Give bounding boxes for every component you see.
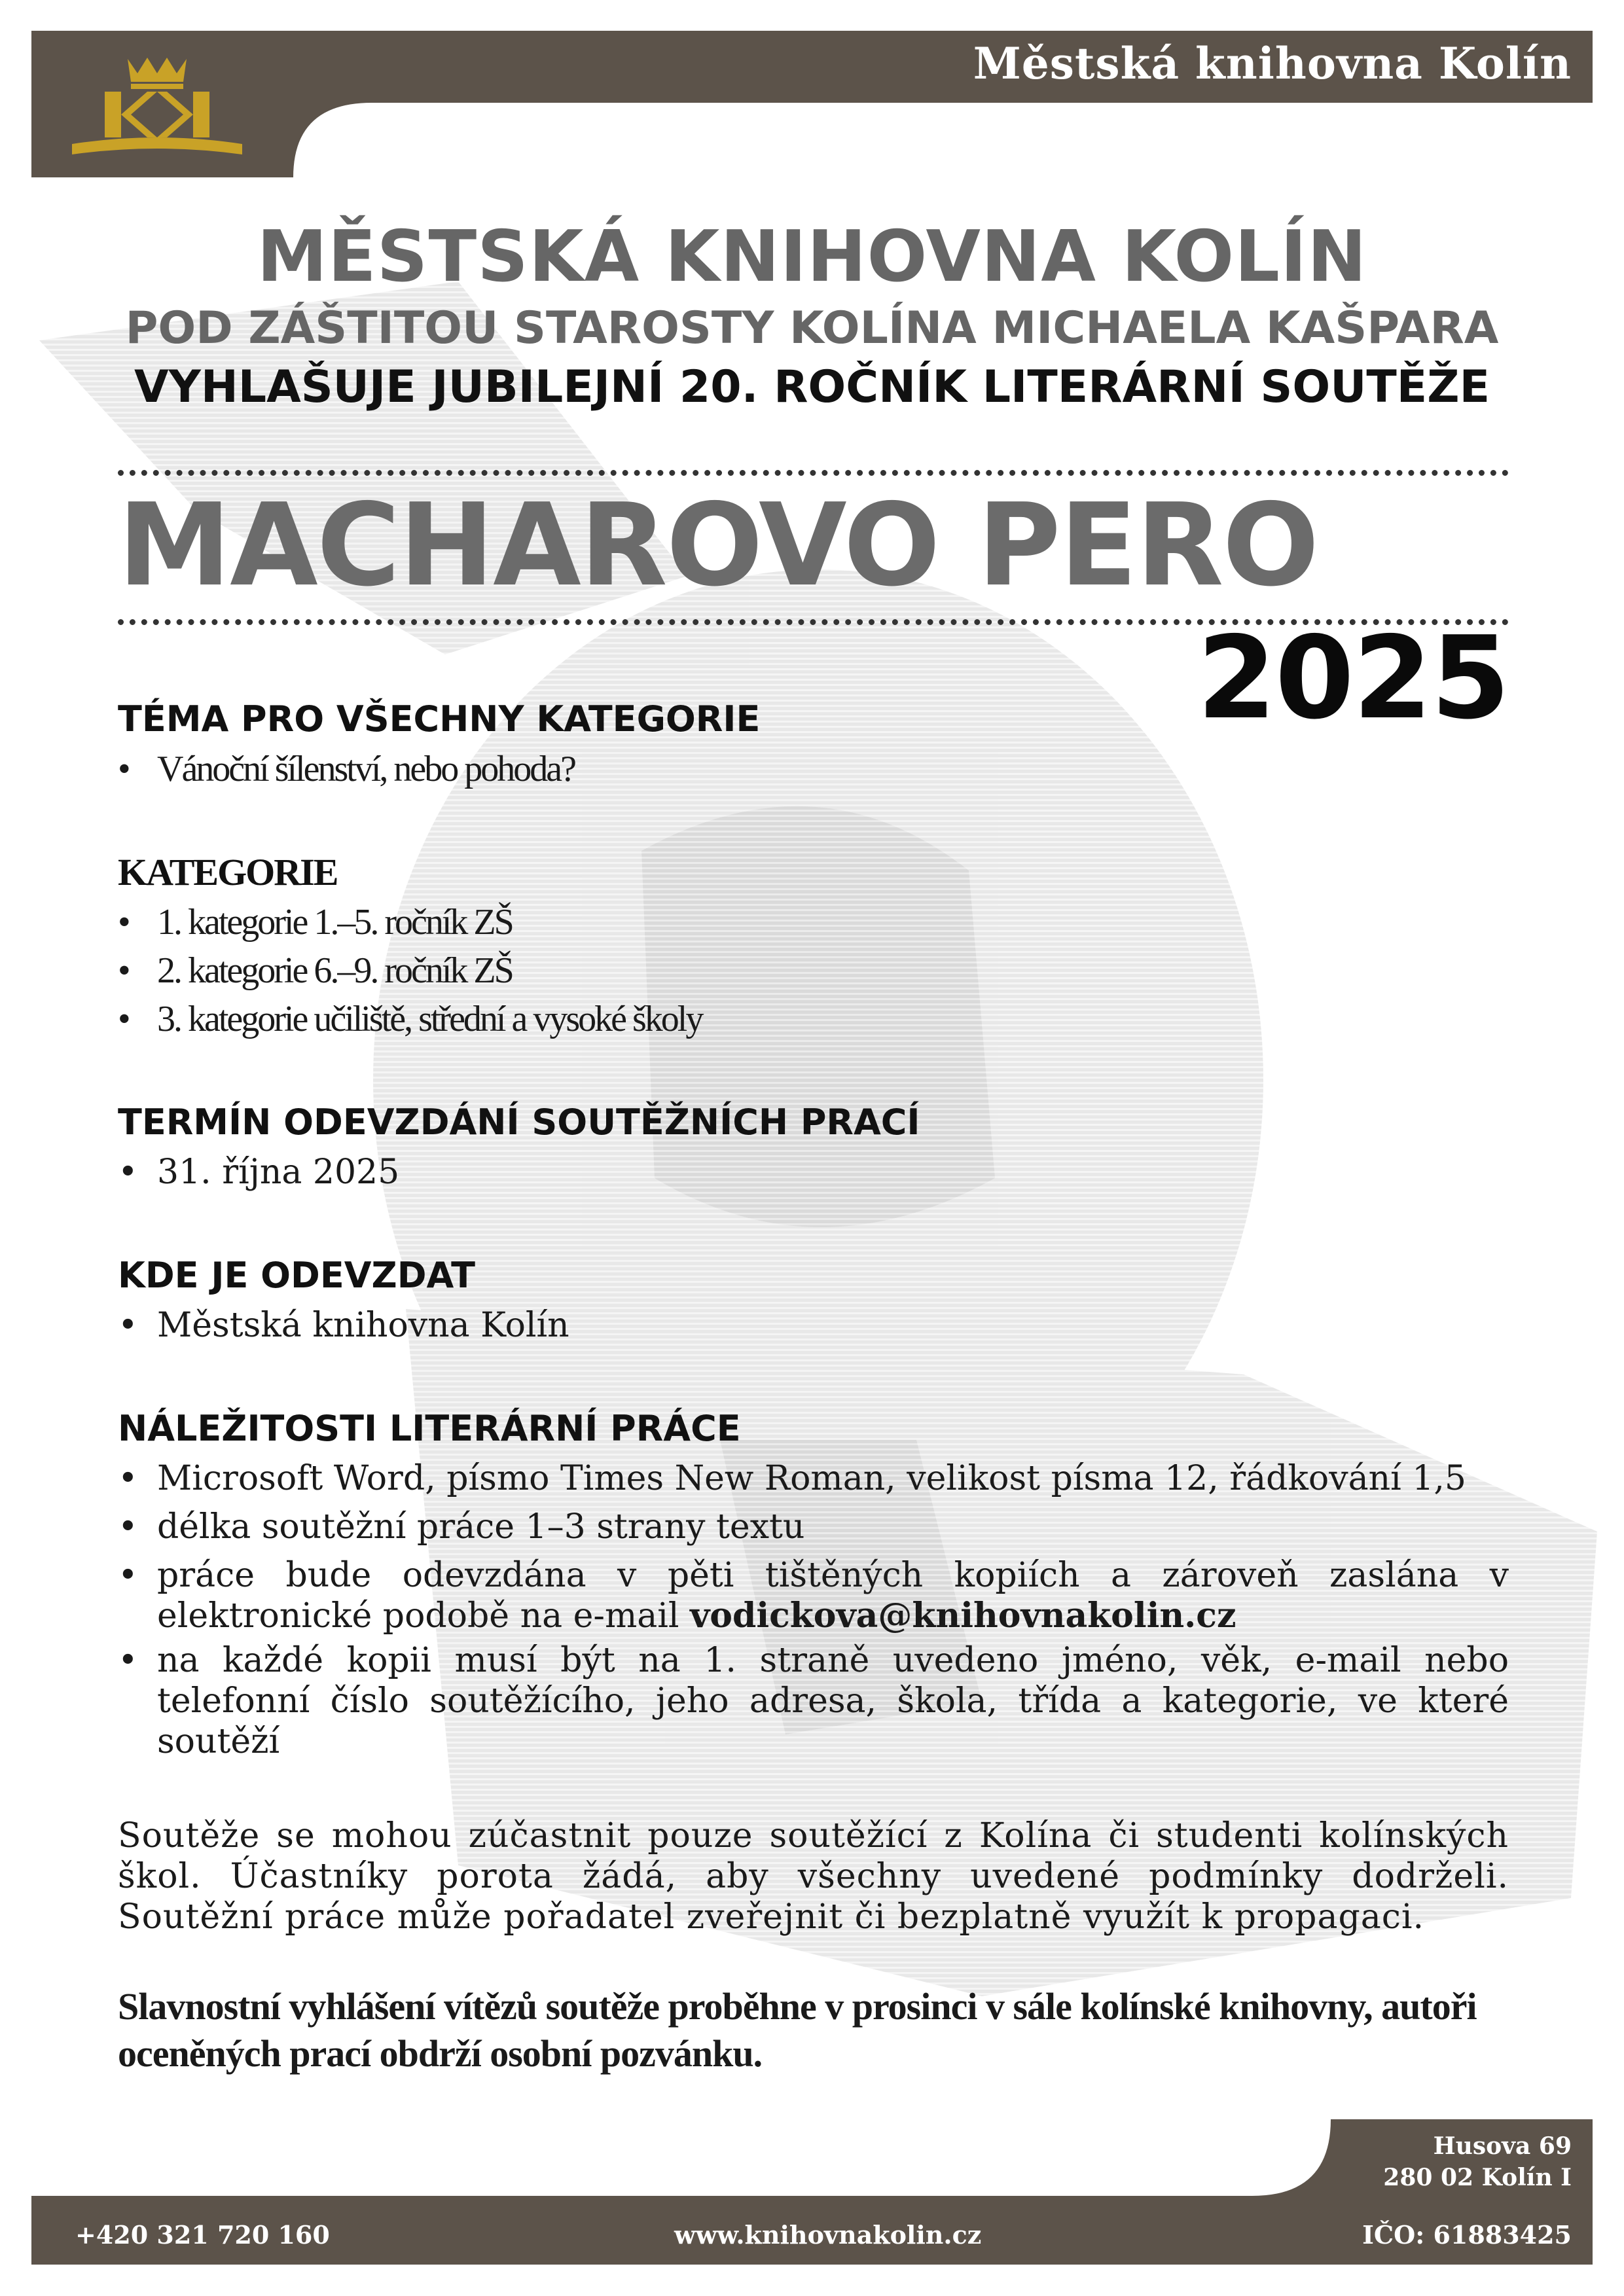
dotted-divider-bottom [118,619,1509,625]
list-item: • Microsoft Word, písmo Times New Roman, velikost písma 12, řádkování 1,5 [118,1454,1509,1503]
requirements-list [118,1454,1509,1762]
announcement-heading: VYHLAŠUJE JUBILEJNÍ 20. ROČNÍK LITERÁRNÍ SOUTĚŽE [134,361,1490,413]
where-list [118,1301,1509,1350]
list-item: • Vánoční šílenství, nebo pohoda? [118,745,1509,793]
theme-heading: TÉMA PRO VŠECHNY KATEGORIE [118,698,761,740]
list-item: • 2. kategorie 6.–9. ročník ZŠ [118,946,1509,995]
footer-phone[interactable]: +420 321 720 160 [75,2220,330,2250]
footer-address [1383,2130,1572,2193]
content-body [118,694,1509,2077]
categories-heading: KATEGORIE [118,851,338,893]
requirement-text: práce bude odevzdána v pěti tištěných kopiích a zároveň zaslána v elektronické podobě na e-mail [157,1556,1509,1636]
deadline-list [118,1148,1509,1196]
conditions-paragraph: Soutěže se mohou zúčastnit pouze soutěžící z Kolína či studenti kolínských škol. Účastníky porota žádá, aby všechny uvedené podmínky dodrželi. Soutěžní práce může pořadatel zveřejnit či bezplatně využít k propagaci. [118,1816,1509,1937]
list-item: • 3. kategorie učiliště, střední a vysoké školy [118,995,1509,1043]
header-title: Městská knihovna Kolín [973,38,1572,89]
contest-year: 2025 [1197,612,1509,745]
list-item: • 31. října 2025 [118,1148,1509,1196]
patronage-heading: POD ZÁŠTITOU STAROSTY KOLÍNA MICHAELA KAŠPARA [125,302,1499,354]
footer-ico: IČO: 61883425 [1362,2220,1572,2250]
theme-list [118,745,1509,793]
organization-heading: MĚSTSKÁ KNIHOVNA KOLÍN [257,216,1367,298]
categories-list [118,898,1509,1043]
crowned-kk-book-logo-icon [65,52,249,164]
list-item: • délka soutěžní práce 1–3 strany textu [118,1503,1509,1551]
list-item: • Městská knihovna Kolín [118,1301,1509,1350]
contest-name: MACHAROVO PERO [118,479,1318,612]
deadline-heading: TERMÍN ODEVZDÁNÍ SOUTĚŽNÍCH PRACÍ [118,1102,920,1143]
dotted-divider-top [118,470,1509,476]
address-city: 280 02 Kolín I [1383,2164,1572,2191]
footer-website-link[interactable]: www.knihovnakolin.cz [674,2220,982,2250]
where-heading: KDE JE ODEVZDAT [118,1255,475,1296]
list-item: • 1. kategorie 1.–5. ročník ZŠ [118,898,1509,946]
requirements-heading: NÁLEŽITOSTI LITERÁRNÍ PRÁCE [118,1408,741,1449]
list-item: • na každé kopii musí být na 1. straně uvedeno jméno, věk, e-mail nebo telefonní číslo soutěžícího, jeho adresa, škola, třída a kategorie, ve které soutěží [118,1640,1509,1762]
address-street: Husova 69 [1433,2132,1572,2160]
closing-paragraph: Slavnostní vyhlášení vítězů soutěže proběhne v prosinci v sále kolínské knihovny, autoři oceněných prací obdrží osobní pozvánku. [118,1985,1477,2075]
list-item [118,1555,1509,1636]
contact-email[interactable]: vodickova@knihovnakolin.cz [690,1596,1236,1636]
